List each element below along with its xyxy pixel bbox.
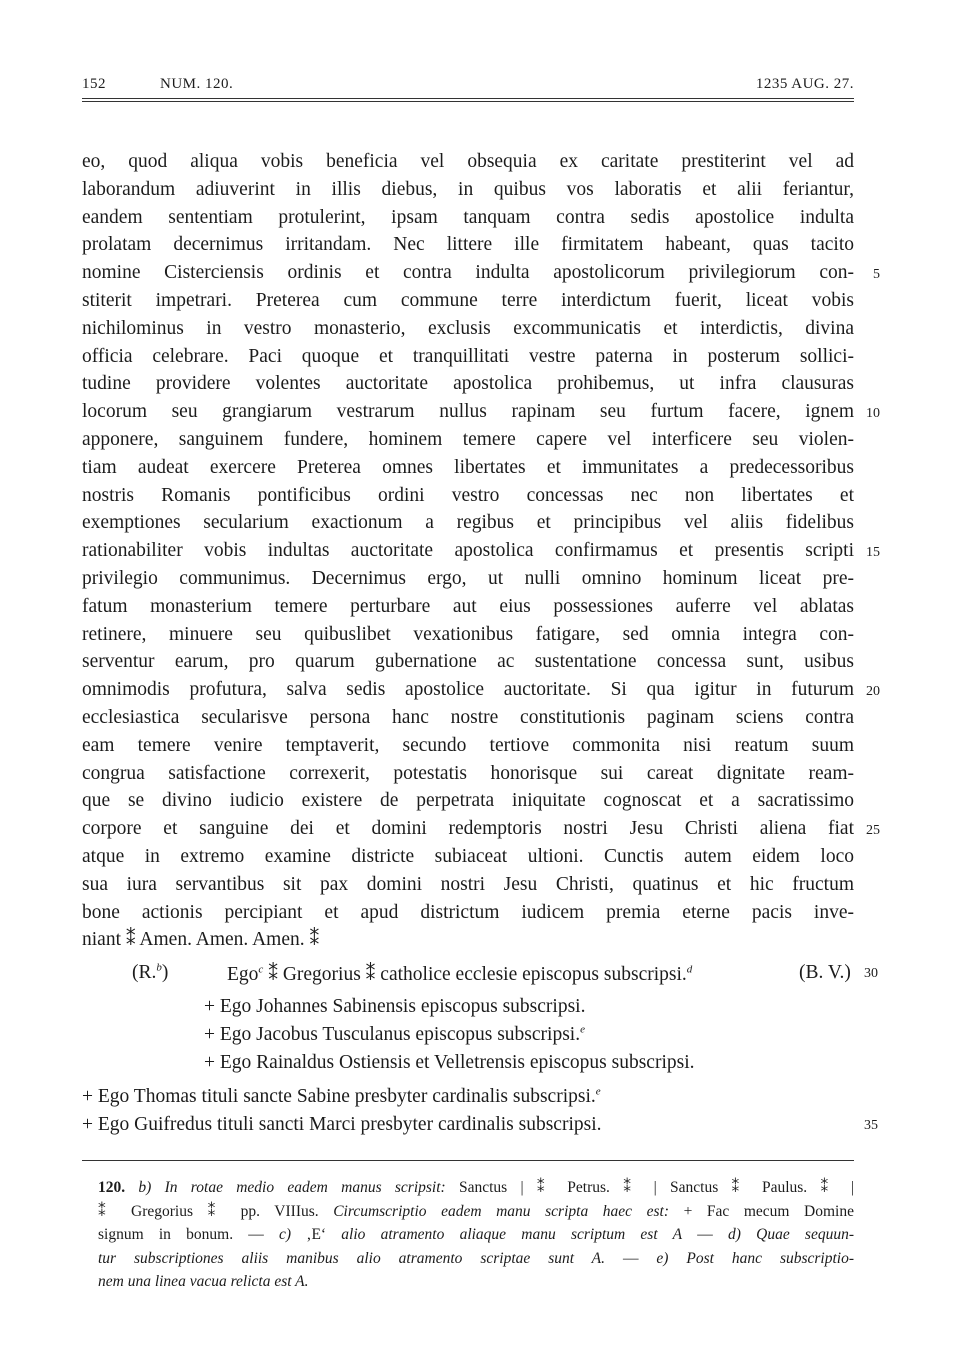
document-number: NUM. 120. [160, 76, 234, 92]
text-line [82, 537, 880, 565]
text-line-content: officia celebrare. Paci quoque et tranquillitati vestre paterna in posterum sollici- [82, 345, 854, 367]
footnote-rule [82, 1160, 854, 1161]
text-line [82, 482, 854, 510]
text-line [82, 315, 854, 343]
text-line-content: privilegio communimus. Decernimus ergo, ut nulli omnino hominum liceat pre- [82, 567, 854, 589]
pope-subscription: Ego$^c$ ⁑ Gregorius ⁑ catholice ecclesie episcopus subscripsi.$^d$ [227, 963, 693, 985]
text-line [82, 231, 854, 259]
text-line [82, 787, 854, 815]
text-line [82, 259, 880, 287]
text-line-content: ecclesiastica secularisve persona hanc nostre constitutionis paginam sciens contra [82, 706, 854, 728]
text-line [82, 509, 854, 537]
text-line-content: congrua satisfactione correxerit, potestatis honorisque sui careat dignitate ream- [82, 762, 854, 784]
text-line-content: nostris Romanis pontificibus ordini vestro concessas nec non libertates et [82, 484, 854, 506]
text-line [82, 760, 854, 788]
footnote-line: ⁑ Gregorius ⁑ pp. VIIIus. Circumscriptio eadem manu scripta haec est: + Fac mecum Domine [98, 1202, 854, 1220]
text-line-content: rationabiliter vobis indultas auctoritate apostolica confirmamus et presentis scripti [82, 540, 854, 562]
text-line [82, 565, 854, 593]
text-line [82, 871, 854, 899]
text-line-content: corpore et sanguine dei et domini redemptoris nostri Jesu Christi aliena fiat [82, 818, 854, 840]
text-line [82, 621, 854, 649]
line-number: 5 [873, 267, 880, 283]
text-line-content: serventur earum, pro quarum gubernatione ac sustentatione concessa sunt, usibus [82, 651, 854, 673]
charter-text [82, 148, 880, 954]
text-line-content: omnimodis profutura, salva sedis apostolice auctoritate. Si qua igitur in futurum [82, 679, 854, 701]
bene-valete: (B. V.) [799, 962, 851, 983]
text-line-content: sua iura servantibus sit pax domini nostri Jesu Christi, quatinus et hic fructum [82, 873, 854, 895]
text-line [82, 676, 880, 704]
text-line [82, 843, 854, 871]
text-line-content: apponere, sanguinem fundere, hominem temere capere vel interficere seu violen- [82, 428, 854, 450]
text-line [82, 398, 880, 426]
text-line [82, 899, 854, 927]
text-line-content: retinere, minuere seu quibuslibet vexationibus fatigare, sed omnia integra con- [82, 623, 854, 645]
text-line-content: nomine Cisterciensis ordinis et contra indulta apostolicorum privilegiorum con- [82, 262, 854, 284]
header-rule [82, 98, 854, 99]
text-line-content: tudine providere volentes auctoritate apostolica prohibemus, ut infra clausuras [82, 373, 854, 395]
text-line-content: que se divino iudicio existere de perpetrata iniquitate cognoscat et a sacratissimo [82, 790, 854, 812]
text-line-content: bone actionis percipiant et apud districtum iudicem premia eterne pacis inve- [82, 901, 854, 923]
footnote-line: tur subscriptiones aliis manibus alio atramento scriptae sunt A. — e) Post hanc subscriptio- [98, 1249, 855, 1267]
text-line [82, 926, 854, 954]
footnote-line: signum in bonum. — c) ‚E‘ alio atramento aliaque manu scriptum est A — d) Quae sequun- [98, 1226, 854, 1244]
text-line-content: stiterit impetrari. Preterea cum commune terre interdictum fuerit, liceat vobis [82, 289, 854, 311]
page-number: 152 [82, 76, 106, 92]
text-line-content: exemptiones secularium exactionum a regibus et principibus vel aliis fidelibus [82, 512, 854, 534]
text-line-content: tiam audeat exercere Preterea omnes libertates et immunitates a predecessoribus [82, 456, 854, 478]
running-head [82, 76, 854, 98]
line-number: 20 [866, 684, 880, 700]
text-line [82, 732, 854, 760]
line-number: 30 [864, 966, 878, 981]
document-page: 152 NUM. 120. 1235 AUG. 27. eo, quod aliqua vobis beneficia vel obsequia ex caritate prestiterint vel ad laborandum adiuverint in illis diebus, in quibus vos laboratis et alii feriantur, eandem sententiam protulerint, ipsam tanquam contra sedis apostolice indulta prolatam decernimus irritandam. Nec littere ille firmitatem habeant, quas tacito nomine Cisterciensis ordinis et contra indulta apostolicorum privilegiorum con- 5 stiterit impetrari. Preterea cum commune terre interdictum fuerit, liceat vobis nichilominus in vestro monasterio, exclusis excommunicatis et interdictis, divina officia celebrare. Paci quoque et tranquillitati vestre paterna in posterum sollici- tudine providere volentes auctoritate apostolica prohibemus, ut infra clausuras locorum seu grangiarum vestrarum nullus rapinam seu furtum facere, ignem 10 apponere, sanguinem fundere, hominem temere capere vel interficere seu violen- tiam audeat exercere Preterea omnes libertates et immunitates a predecessoribus nostris Romanis pontificibus ordini vestro concessas nec non libertates et exemptiones secularium exactionum a regibus et principibus vel aliis fidelibus rationabiliter vobis indultas auctoritate apostolica confirmamus et presentis scripti 15 privilegio communimus. Decernimus ergo, ut nulli omnino hominum liceat pre- fatum monasterium temere perturbare aut eius possessiones auferre vel ablatas retinere, minuere seu quibuslibet vexationibus fatigare, sed omnia integra con- serventur earum, pro quarum gubernatione ac sustentatione concessa sunt, usibus omnimodis profutura, salva sedis apostolice auctoritate. Si qua igitur in futurum 20 ecclesiastica secularisve persona hanc nostre constitutionis paginam sciens contra eam temere venire temptaverit, secundo tertiove commonita nisi reatum suum congrua satisfactione correxerit, potestatis honorisque sui careat dignitate ream- que se divino iudicio existere de perpetrata iniquitate cognoscat et a sacratissimo corpore et sanguine dei et domini redemptoris nostri Jesu Christi aliena fiat 25 atque in extremo examine districte subiaceat ultioni. Cunctis autem eidem loco sua iura servantibus sit pax domini nostri Jesu Christi, quatinus et hic fructum bone actionis percipiant et apud districtum iudicem premia eterne pacis inve- niant ⁑ Amen. Amen. Amen. ⁑ (R.$^b$) Ego$^c$ ⁑ Gregorius ⁑ catholice ecclesie episcopus subscripsi.$^d$ (B. V.) 30 + Ego Johannes Sabinensis episcopus subscripsi. + Ego Jacobus Tusculanus episcopus subscripsi.$^e$ + Ego Rainaldus Ostiensis et Velletrensis episcopus subscripsi. + Ego Thomas tituli sancte Sabine presbyter cardinalis subscripsi.$^e$ + Ego Guifredus tituli sancti Marci presbyter cardinalis subscripsi. 35 120. b) In rotae medio eadem manus scripsit: Sanctus | ⁑ Petrus. ⁑ | Sanctus ⁑ Paulus. ⁑ | ⁑ Gregorius ⁑ pp. VIIIus. Circumscriptio eadem manu scripta haec est: + Fac mecum Domine signum in bonum. — c) ‚E‘ alio atramento aliaque manu scriptum est A — d) Quae sequun- tur subscriptiones aliis manibus alio atramento scriptae sunt A. — e) Post hanc subscriptio- nem una linea vacua relicta est A. [0, 0, 960, 1355]
line-number: 25 [866, 823, 880, 839]
document-date: 1235 AUG. 27. [755, 76, 854, 92]
text-line [82, 593, 854, 621]
line-number: 35 [864, 1118, 878, 1133]
footnote-line: 120. b) In rotae medio eadem manus scripsit: Sanctus | ⁑ Petrus. ⁑ | Sanctus ⁑ Paulus. ⁑ | [98, 1179, 854, 1196]
text-line-content: prolatam decernimus irritandam. Nec littere ille firmitatem habeant, quas tacito [82, 234, 854, 256]
text-line [82, 343, 854, 371]
header-rule-double [82, 101, 854, 102]
text-line-content: laborandum adiuverint in illis diebus, in quibus vos laboratis et alii feriantur, [82, 178, 854, 200]
text-line [82, 704, 854, 732]
footnotes [98, 1176, 854, 1294]
text-line [82, 648, 854, 676]
text-line [82, 204, 854, 232]
line-number: 10 [866, 406, 880, 422]
text-line-content: atque in extremo examine districte subiaceat ultioni. Cunctis autem eidem loco [82, 845, 854, 867]
text-line-content: nichilominus in vestro monasterio, exclusis excommunicatis et interdictis, divina [82, 317, 854, 339]
footnote-line: nem una linea vacua relicta est A. [98, 1273, 309, 1291]
rota-sign: (R.$^b$) [132, 961, 169, 983]
text-line [82, 287, 854, 315]
text-line-content: niant ⁑ Amen. Amen. Amen. ⁑ [82, 929, 320, 951]
line-number: 15 [866, 545, 880, 561]
text-line [82, 370, 854, 398]
text-line [82, 148, 854, 176]
text-line [82, 815, 880, 843]
text-line-content: locorum seu grangiarum vestrarum nullus rapinam seu furtum facere, ignem [82, 401, 854, 423]
text-line-content: eandem sententiam protulerint, ipsam tanquam contra sedis apostolice indulta [82, 206, 854, 228]
text-line [82, 176, 854, 204]
text-line-content: fatum monasterium temere perturbare aut eius possessiones auferre vel ablatas [82, 595, 854, 617]
text-line-content: eam temere venire temptaverit, secundo tertiove commonita nisi reatum suum [82, 734, 854, 756]
text-line [82, 426, 854, 454]
text-line [82, 454, 854, 482]
text-line-content: eo, quod aliqua vobis beneficia vel obsequia ex caritate prestiterint vel ad [82, 151, 854, 172]
